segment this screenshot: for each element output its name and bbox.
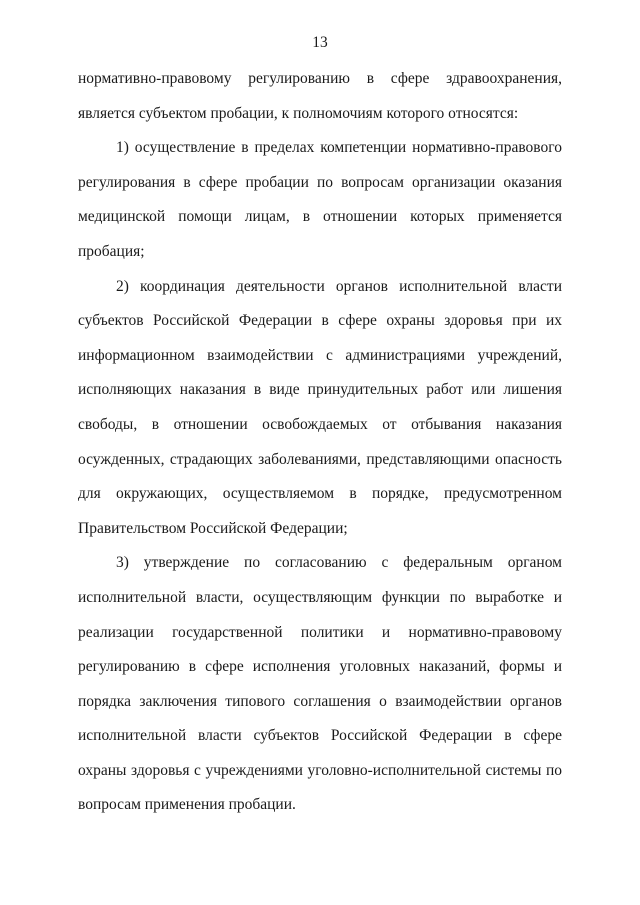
paragraph-item-3: 3) утверждение по согласованию с федеральным органом исполнительной власти, осуществляющим функции по выработке и реализации государственной политики и нормативно-правовому регулированию в сфере исполнения уголовных наказаний, формы и порядка заключения типового соглашения о взаимодействии органов исполнительной власти субъектов Российской Федерации в сфере охраны здоровья с учреждениями уголовно-исполнительной системы по вопросам применения пробации. bbox=[78, 554, 562, 814]
document-body bbox=[78, 62, 562, 823]
paragraph-continuation: нормативно-правовому регулированию в сфере здравоохранения, является субъектом пробации, к полномочиям которого относятся: bbox=[78, 70, 562, 122]
paragraph-item-2: 2) координация деятельности органов исполнительной власти субъектов Российской Федерации в сфере охраны здоровья при их информационном взаимодействии с администрациями учреждений, исполняющих наказания в виде принудительных работ или лишения свободы, в отношении освобождаемых от отбывания наказания осужденных, страдающих заболеваниями, представляющими опасность для окружающих, осуществляемом в порядке, предусмотренном Правительством Российской Федерации; bbox=[78, 277, 562, 537]
paragraph-item-1: 1) осуществление в пределах компетенции нормативно-правового регулирования в сфере пробации по вопросам организации оказания медицинской помощи лицам, в отношении которых применяется пробация; bbox=[78, 139, 562, 260]
page-number: 13 bbox=[312, 34, 328, 51]
